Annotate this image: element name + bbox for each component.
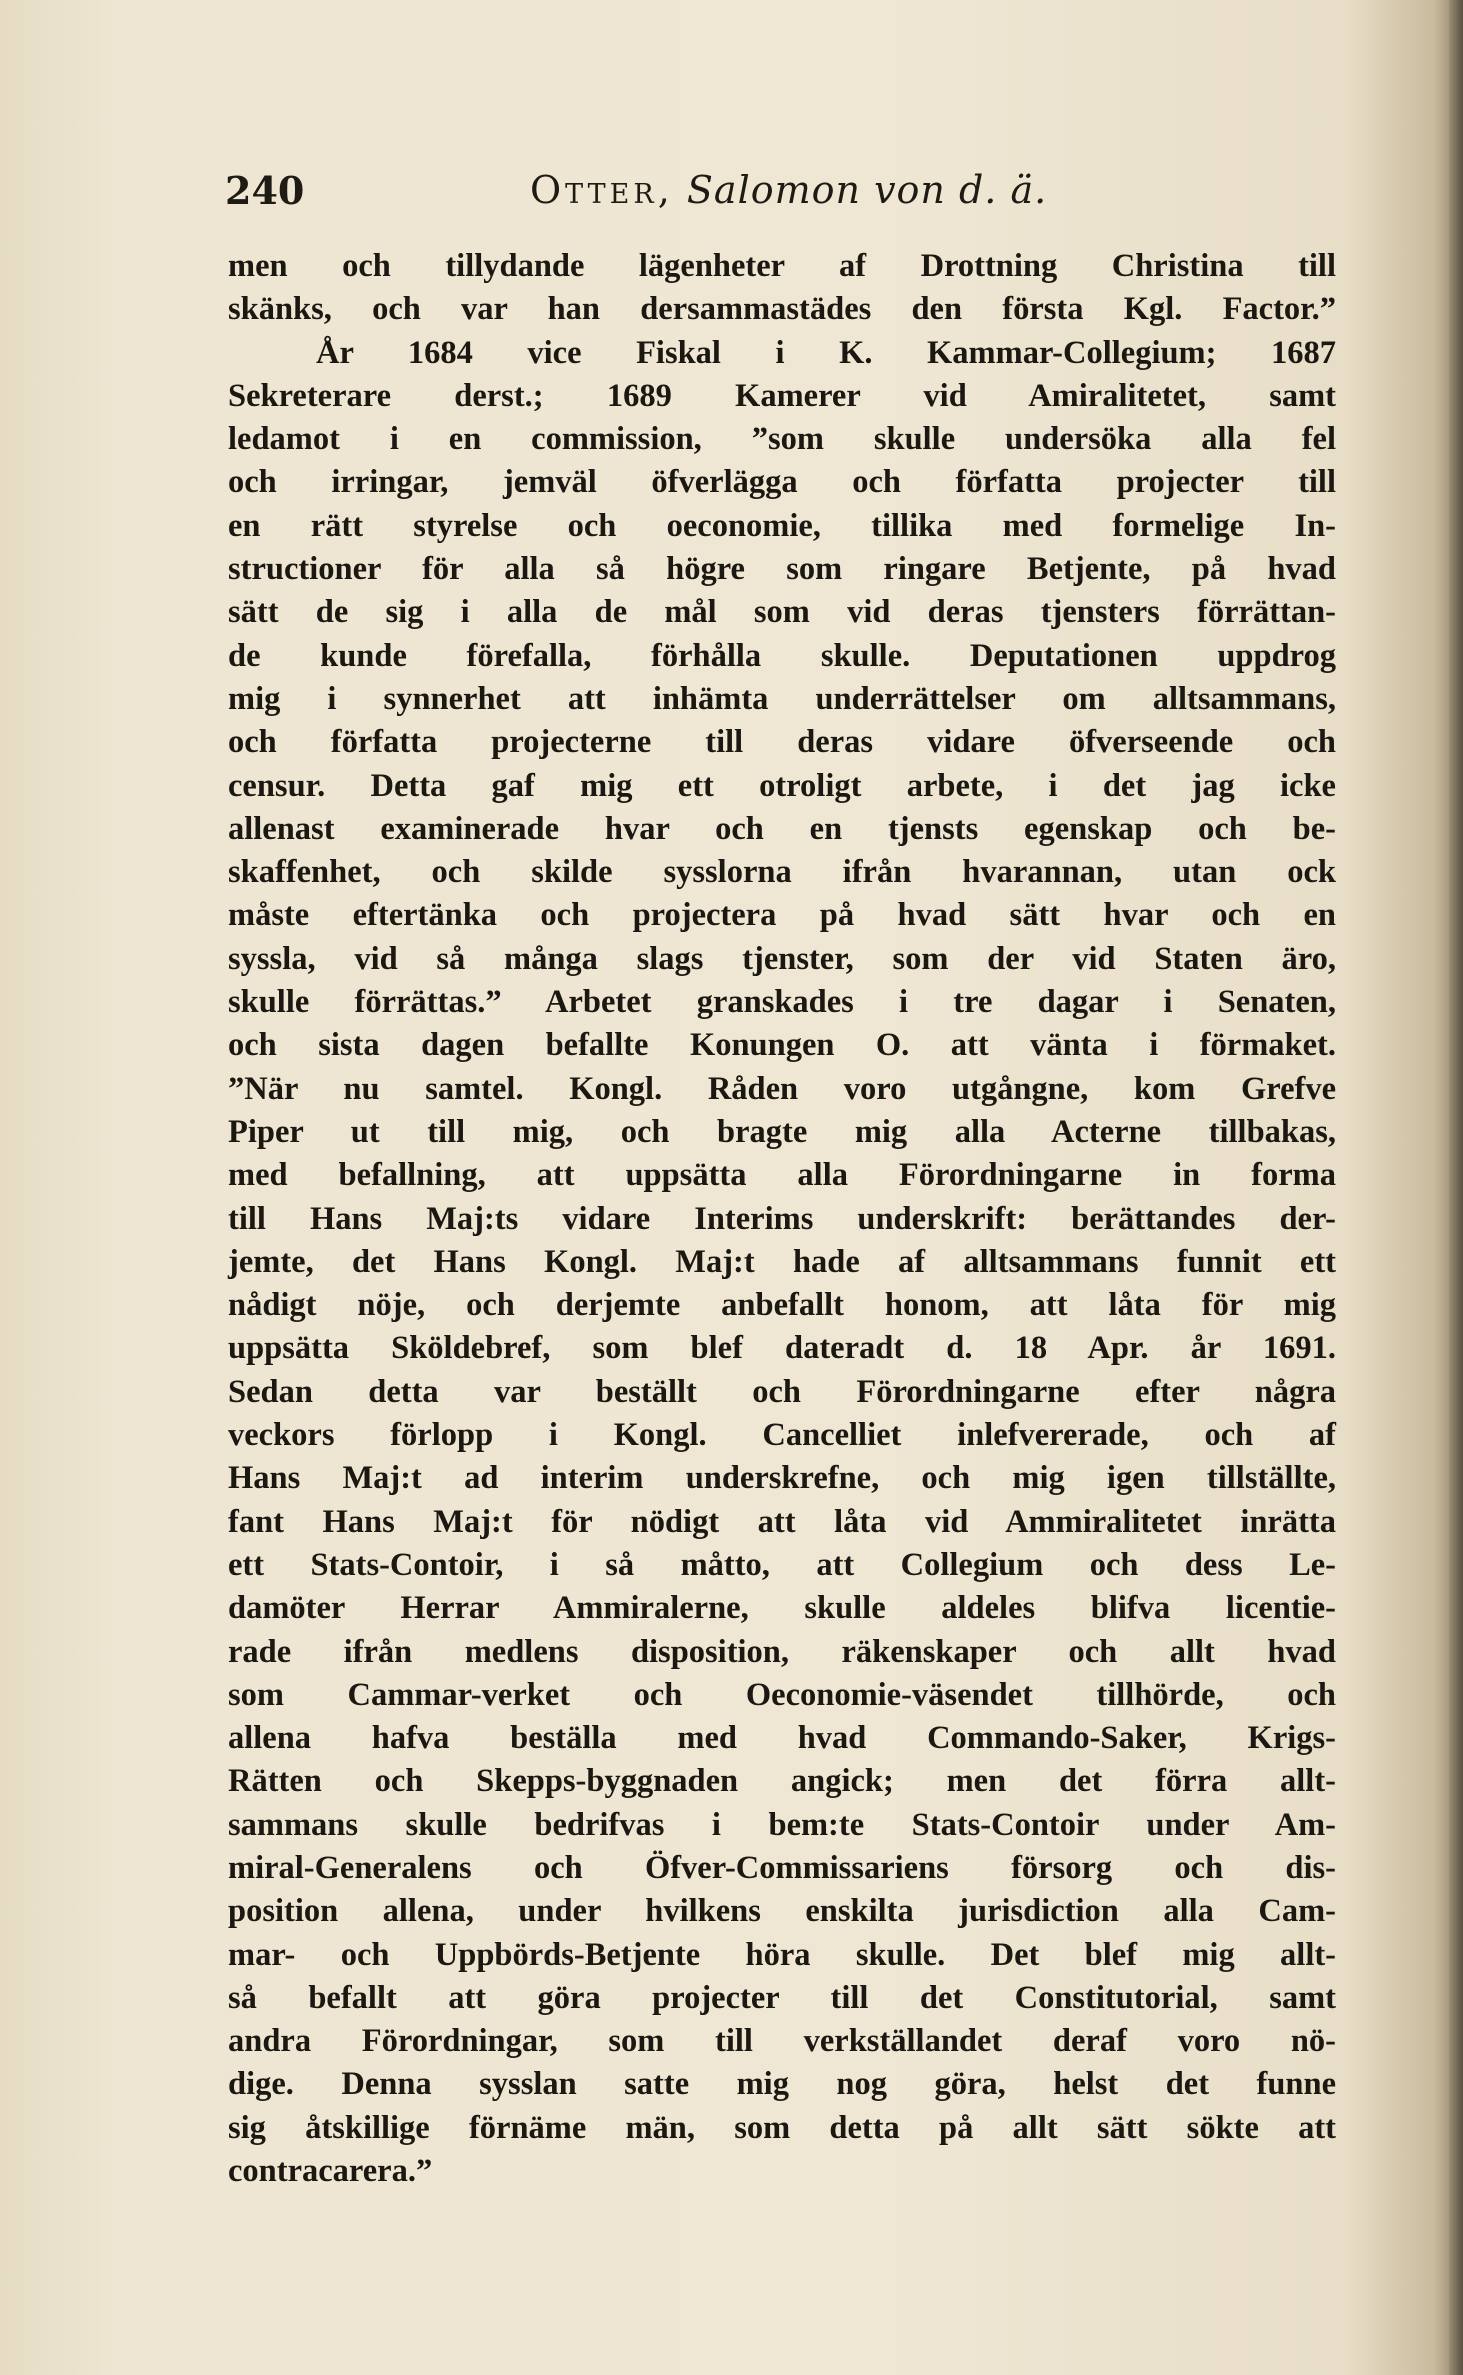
text-line: censur. Detta gaf mig ett otroligt arbete, i det jag icke [228,767,1336,804]
text-line: mig i synnerhet att inhämta underrättelser om alltsammans, [228,680,1336,717]
text-line: Hans Maj:t ad interim underskrefne, och mig igen tillställte, [228,1460,1336,1497]
text-line: structioner för alla så högre som ringare Betjente, på hvad [228,551,1336,588]
text-line: Rätten och Skepps-byggnaden angick; men det förra allt- [228,1763,1336,1800]
text-line: Piper ut till mig, och bragte mig alla Acterne tillbakas, [228,1113,1336,1150]
text-line: som Cammar-verket och Oeconomie-väsendet tillhörde, och [228,1676,1336,1713]
text-line: skulle förrättas.” Arbetet granskades i tre dagar i Senaten, [228,984,1336,1021]
text-line: sig åtskillige förnäme män, som detta på allt sätt sökte att [228,2109,1336,2146]
text-line: miral-Generalens och Öfver-Commissariens försorg och dis- [228,1849,1336,1886]
text-line: så befallt att göra projecter till det Constitutorial, samt [228,1979,1336,2016]
text-line: ledamot i en commission, ”som skulle undersöka alla fel [228,421,1336,458]
page-number: 240 [225,168,305,213]
text-line: måste eftertänka och projectera på hvad sätt hvar och en [228,897,1336,934]
text-line: Sekreterare derst.; 1689 Kamerer vid Amiralitetet, samt [228,377,1336,414]
text-line: damöter Herrar Ammiralerne, skulle aldeles blifva licentie- [228,1590,1336,1627]
text-line: men och tillydande lägenheter af Drottning Christina till [228,248,1336,284]
text-line: skänks, och var han dersammastädes den första Kgl. Factor.” [228,291,1336,328]
text-line: mar- och Uppbörds-Betjente höra skulle. Det blef mig allt- [228,1936,1336,1973]
text-line: de kunde förefalla, förhålla skulle. Deputationen uppdrog [228,637,1336,674]
text-line: fant Hans Maj:t för nödigt att låta vid Ammiralitetet inrätta [228,1503,1336,1540]
text-line: Sedan detta var beställt och Förordningarne efter några [228,1373,1336,1410]
text-line: rade ifrån medlens disposition, räkenskaper och allt hvad [228,1633,1336,1670]
text-line: ”När nu samtel. Kongl. Råden voro utgångne, kom Grefve [228,1070,1336,1107]
running-head [530,168,1047,212]
text-line: en rätt styrelse och oeconomie, tillika med formelige In- [228,507,1336,544]
text-line: position allena, under hvilkens enskilta jurisdiction alla Cam- [228,1893,1336,1930]
text-line: contracarera.” [228,2153,433,2190]
text-line: uppsätta Sköldebref, som blef dateradt d. 18 Apr. år 1691. [228,1330,1336,1367]
text-line: År 1684 vice Fiskal i K. Kammar-Collegium; 1687 [316,334,1336,371]
text-line: sätt de sig i alla de mål som vid deras tjensters förrättan- [228,594,1336,631]
page-edge-shadow [1449,0,1463,2375]
text-line: syssla, vid så många slags tjenster, som der vid Staten äro, [228,940,1336,977]
text-line: veckors förlopp i Kongl. Cancelliet inlefvererade, och af [228,1417,1336,1454]
text-line: andra Förordningar, som till verkställandet deraf voro nö- [228,2023,1336,2060]
text-line: och författa projecterne till deras vidare öfverseende och [228,724,1336,761]
running-head-rest: Salomon von d. ä. [686,168,1048,212]
text-line: nådigt nöje, och derjemte anbefallt honom, att låta för mig [228,1287,1336,1324]
text-line: allena hafva beställa med hvad Commando-Saker, Krigs- [228,1720,1336,1757]
text-line: sammans skulle bedrifvas i bem:te Stats-Contoir under Am- [228,1806,1336,1843]
text-line: och irringar, jemväl öfverlägga och författa projecter till [228,464,1336,501]
page-header [205,168,1055,228]
running-head-name: Otter, [530,168,674,212]
text-line: och sista dagen befallte Konungen O. att vänta i förmaket. [228,1027,1336,1064]
text-line: ett Stats-Contoir, i så måtto, att Collegium och dess Le- [228,1546,1336,1583]
text-line: jemte, det Hans Kongl. Maj:t hade af alltsammans funnit ett [228,1243,1336,1280]
text-line: med befallning, att uppsätta alla Förordningarne in forma [228,1157,1336,1194]
body-text [228,245,1336,2193]
text-line: dige. Denna sysslan satte mig nog göra, helst det funne [228,2066,1336,2103]
text-line: skaffenhet, och skilde sysslorna ifrån hvarannan, utan ock [228,854,1336,891]
text-line: till Hans Maj:ts vidare Interims underskrift: berättandes der- [228,1200,1336,1237]
text-line: allenast examinerade hvar och en tjensts egenskap och be- [228,810,1336,847]
